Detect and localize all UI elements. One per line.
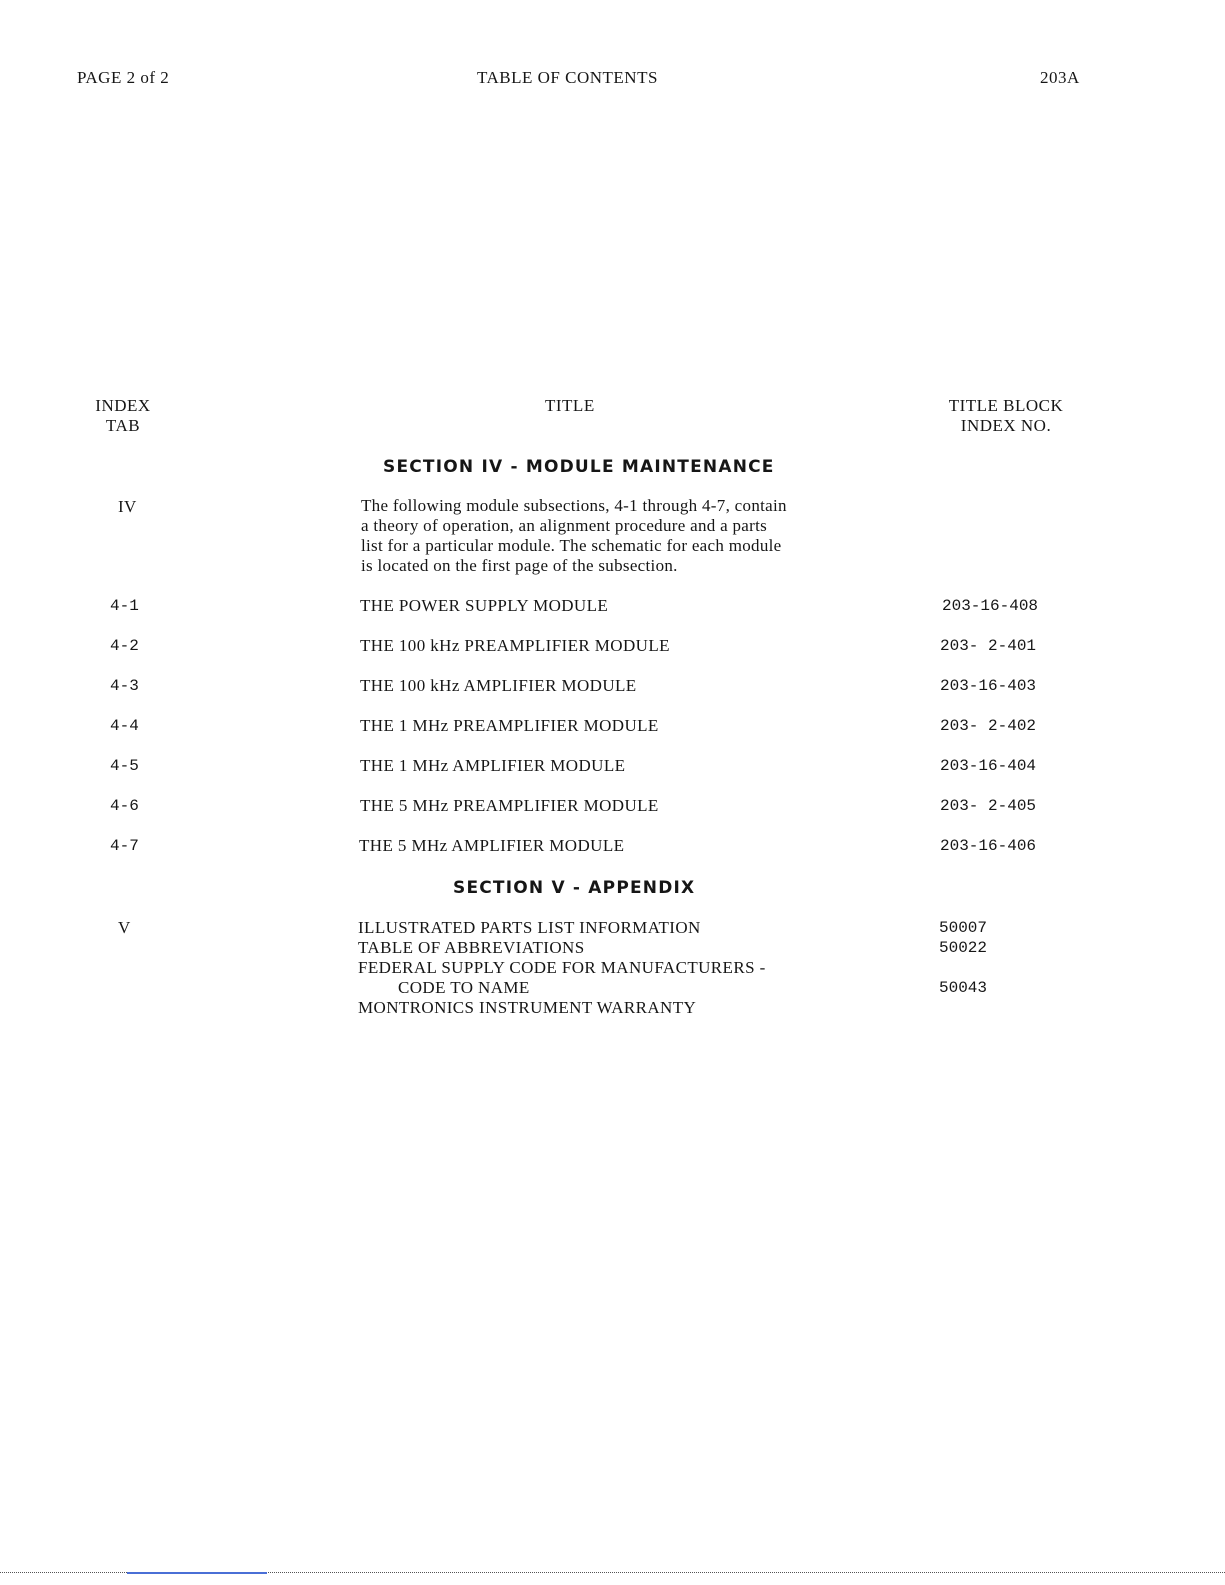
column-index-tab-line2: TAB — [105, 416, 141, 435]
section-iv-tab: IV — [118, 497, 137, 516]
entry-index-no: 203-16-406 — [940, 837, 1037, 855]
appendix-item-index-no: 50043 — [939, 979, 988, 997]
entry-index-no: 203- 2-402 — [940, 717, 1037, 735]
entry-tab: 4-5 — [110, 757, 139, 775]
bottom-blue-mark — [127, 1572, 267, 1574]
column-index-tab-line1: INDEX — [95, 396, 151, 415]
intro-line: is located on the first page of the subsection. — [361, 556, 678, 575]
appendix-item-title-continued[interactable]: CODE TO NAME — [398, 978, 530, 997]
entry-tab: 4-2 — [110, 637, 139, 655]
appendix-item-index-no: 50022 — [939, 939, 988, 957]
model-number: 203A — [1040, 68, 1080, 87]
entry-index-no: 203-16-404 — [940, 757, 1037, 775]
page-title: TABLE OF CONTENTS — [477, 68, 658, 87]
appendix-item-index-no: 50007 — [939, 919, 988, 937]
section-v-tab: V — [118, 918, 131, 937]
entry-title[interactable]: THE 5 MHz AMPLIFIER MODULE — [359, 836, 625, 855]
entry-title[interactable]: THE 1 MHz PREAMPLIFIER MODULE — [360, 716, 659, 735]
appendix-item-title[interactable]: ILLUSTRATED PARTS LIST INFORMATION — [358, 918, 701, 937]
column-title: TITLE — [545, 396, 595, 415]
entry-tab: 4-4 — [110, 717, 139, 735]
entry-index-no: 203-16-408 — [942, 597, 1039, 615]
entry-tab: 4-6 — [110, 797, 139, 815]
column-title-block — [932, 396, 1080, 436]
intro-line: The following module subsections, 4-1 through 4-7, contain — [361, 496, 787, 515]
appendix-item-title[interactable]: MONTRONICS INSTRUMENT WARRANTY — [358, 998, 697, 1017]
entry-tab: 4-3 — [110, 677, 139, 695]
section-iv-heading: SECTION IV - MODULE MAINTENANCE — [383, 457, 775, 477]
entry-index-no: 203-16-403 — [940, 677, 1037, 695]
appendix-item-title[interactable]: FEDERAL SUPPLY CODE FOR MANUFACTURERS - — [358, 958, 766, 977]
entry-title[interactable]: THE 100 kHz PREAMPLIFIER MODULE — [360, 636, 670, 655]
entry-index-no: 203- 2-401 — [940, 637, 1037, 655]
entry-title[interactable]: THE 5 MHz PREAMPLIFIER MODULE — [360, 796, 659, 815]
appendix-item-title[interactable]: TABLE OF ABBREVIATIONS — [358, 938, 585, 957]
intro-line: list for a particular module. The schematic for each module — [361, 536, 782, 555]
column-title-block-line2: INDEX NO. — [960, 416, 1052, 435]
entry-tab: 4-1 — [110, 597, 139, 615]
column-index-tab — [78, 396, 168, 436]
section-v-heading: SECTION V - APPENDIX — [453, 878, 696, 898]
section-iv-intro — [361, 496, 921, 576]
entry-index-no: 203- 2-405 — [940, 797, 1037, 815]
intro-line: a theory of operation, an alignment procedure and a parts — [361, 516, 768, 535]
entry-title[interactable]: THE 1 MHz AMPLIFIER MODULE — [360, 756, 626, 775]
entry-title[interactable]: THE POWER SUPPLY MODULE — [360, 596, 609, 615]
entry-title[interactable]: THE 100 kHz AMPLIFIER MODULE — [360, 676, 637, 695]
entry-tab: 4-7 — [110, 837, 139, 855]
page-number: PAGE 2 of 2 — [77, 68, 170, 87]
column-title-block-line1: TITLE BLOCK — [948, 396, 1064, 415]
